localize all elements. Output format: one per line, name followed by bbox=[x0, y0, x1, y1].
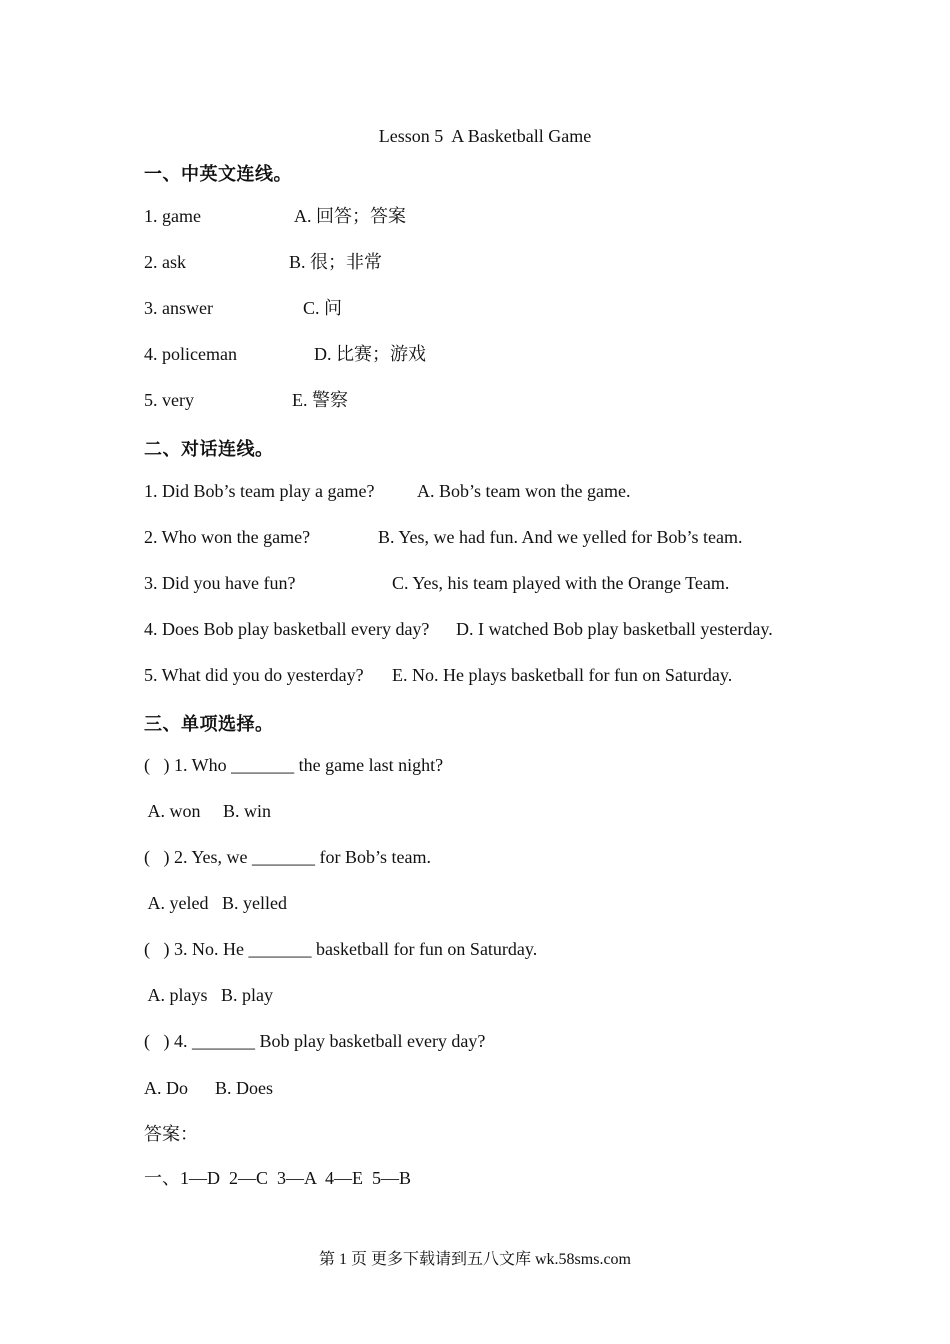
choice-question-4: ( ) 4. _______ Bob play basketball every day? bbox=[144, 1031, 486, 1051]
vocab-item-4-left: 4. policeman bbox=[144, 344, 237, 364]
vocab-item-2-left: 2. ask bbox=[144, 252, 186, 272]
vocab-item-1-left: 1. game bbox=[144, 206, 201, 226]
vocab-item-4-right: D. 比赛；游戏 bbox=[314, 344, 426, 364]
answers-line-1: 一、1—D 2—C 3—A 4—E 5—B bbox=[144, 1168, 412, 1188]
dialog-item-1-right: A. Bob’s team won the game. bbox=[417, 481, 631, 501]
vocab-item-2-right: B. 很；非常 bbox=[289, 252, 383, 272]
dialog-item-1-left: 1. Did Bob’s team play a game? bbox=[144, 481, 375, 501]
section1-heading: 一、中英文连线。 bbox=[144, 164, 292, 185]
choice-options-2: A. yeled B. yelled bbox=[144, 893, 287, 913]
choice-question-1: ( ) 1. Who _______ the game last night? bbox=[144, 755, 444, 775]
vocab-item-5-left: 5. very bbox=[144, 390, 194, 410]
dialog-item-3-right: C. Yes, his team played with the Orange Team. bbox=[392, 573, 730, 593]
dialog-item-5-right: E. No. He plays basketball for fun on Saturday. bbox=[392, 665, 733, 685]
choice-options-3: A. plays B. play bbox=[144, 985, 273, 1005]
dialog-item-4-left: 4. Does Bob play basketball every day? bbox=[144, 619, 430, 639]
answers-label: 答案： bbox=[144, 1124, 198, 1144]
choice-options-4: A. Do B. Does bbox=[144, 1078, 273, 1098]
vocab-item-5-right: E. 警察 bbox=[292, 390, 348, 410]
section3-heading: 三、单项选择。 bbox=[144, 714, 274, 735]
lesson-title: Lesson 5 A Basketball Game bbox=[378, 126, 592, 146]
section2-heading: 二、对话连线。 bbox=[144, 439, 274, 460]
dialog-item-2-left: 2. Who won the game? bbox=[144, 527, 311, 547]
choice-options-1: A. won B. win bbox=[144, 801, 272, 821]
vocab-item-3-right: C. 问 bbox=[303, 298, 343, 318]
page-footer: 第 1 页 更多下载请到五八文库 wk.58sms.com bbox=[318, 1251, 631, 1268]
choice-question-3: ( ) 3. No. He _______ basketball for fun on Saturday. bbox=[144, 939, 538, 959]
dialog-item-5-left: 5. What did you do yesterday? bbox=[144, 665, 364, 685]
dialog-item-4-right: D. I watched Bob play basketball yesterday. bbox=[456, 619, 773, 639]
vocab-item-3-left: 3. answer bbox=[144, 298, 213, 318]
vocab-item-1-right: A. 回答；答案 bbox=[294, 206, 406, 226]
choice-question-2: ( ) 2. Yes, we _______ for Bob’s team. bbox=[144, 847, 431, 867]
dialog-item-2-right: B. Yes, we had fun. And we yelled for Bob’s team. bbox=[378, 527, 743, 547]
dialog-item-3-left: 3. Did you have fun? bbox=[144, 573, 296, 593]
